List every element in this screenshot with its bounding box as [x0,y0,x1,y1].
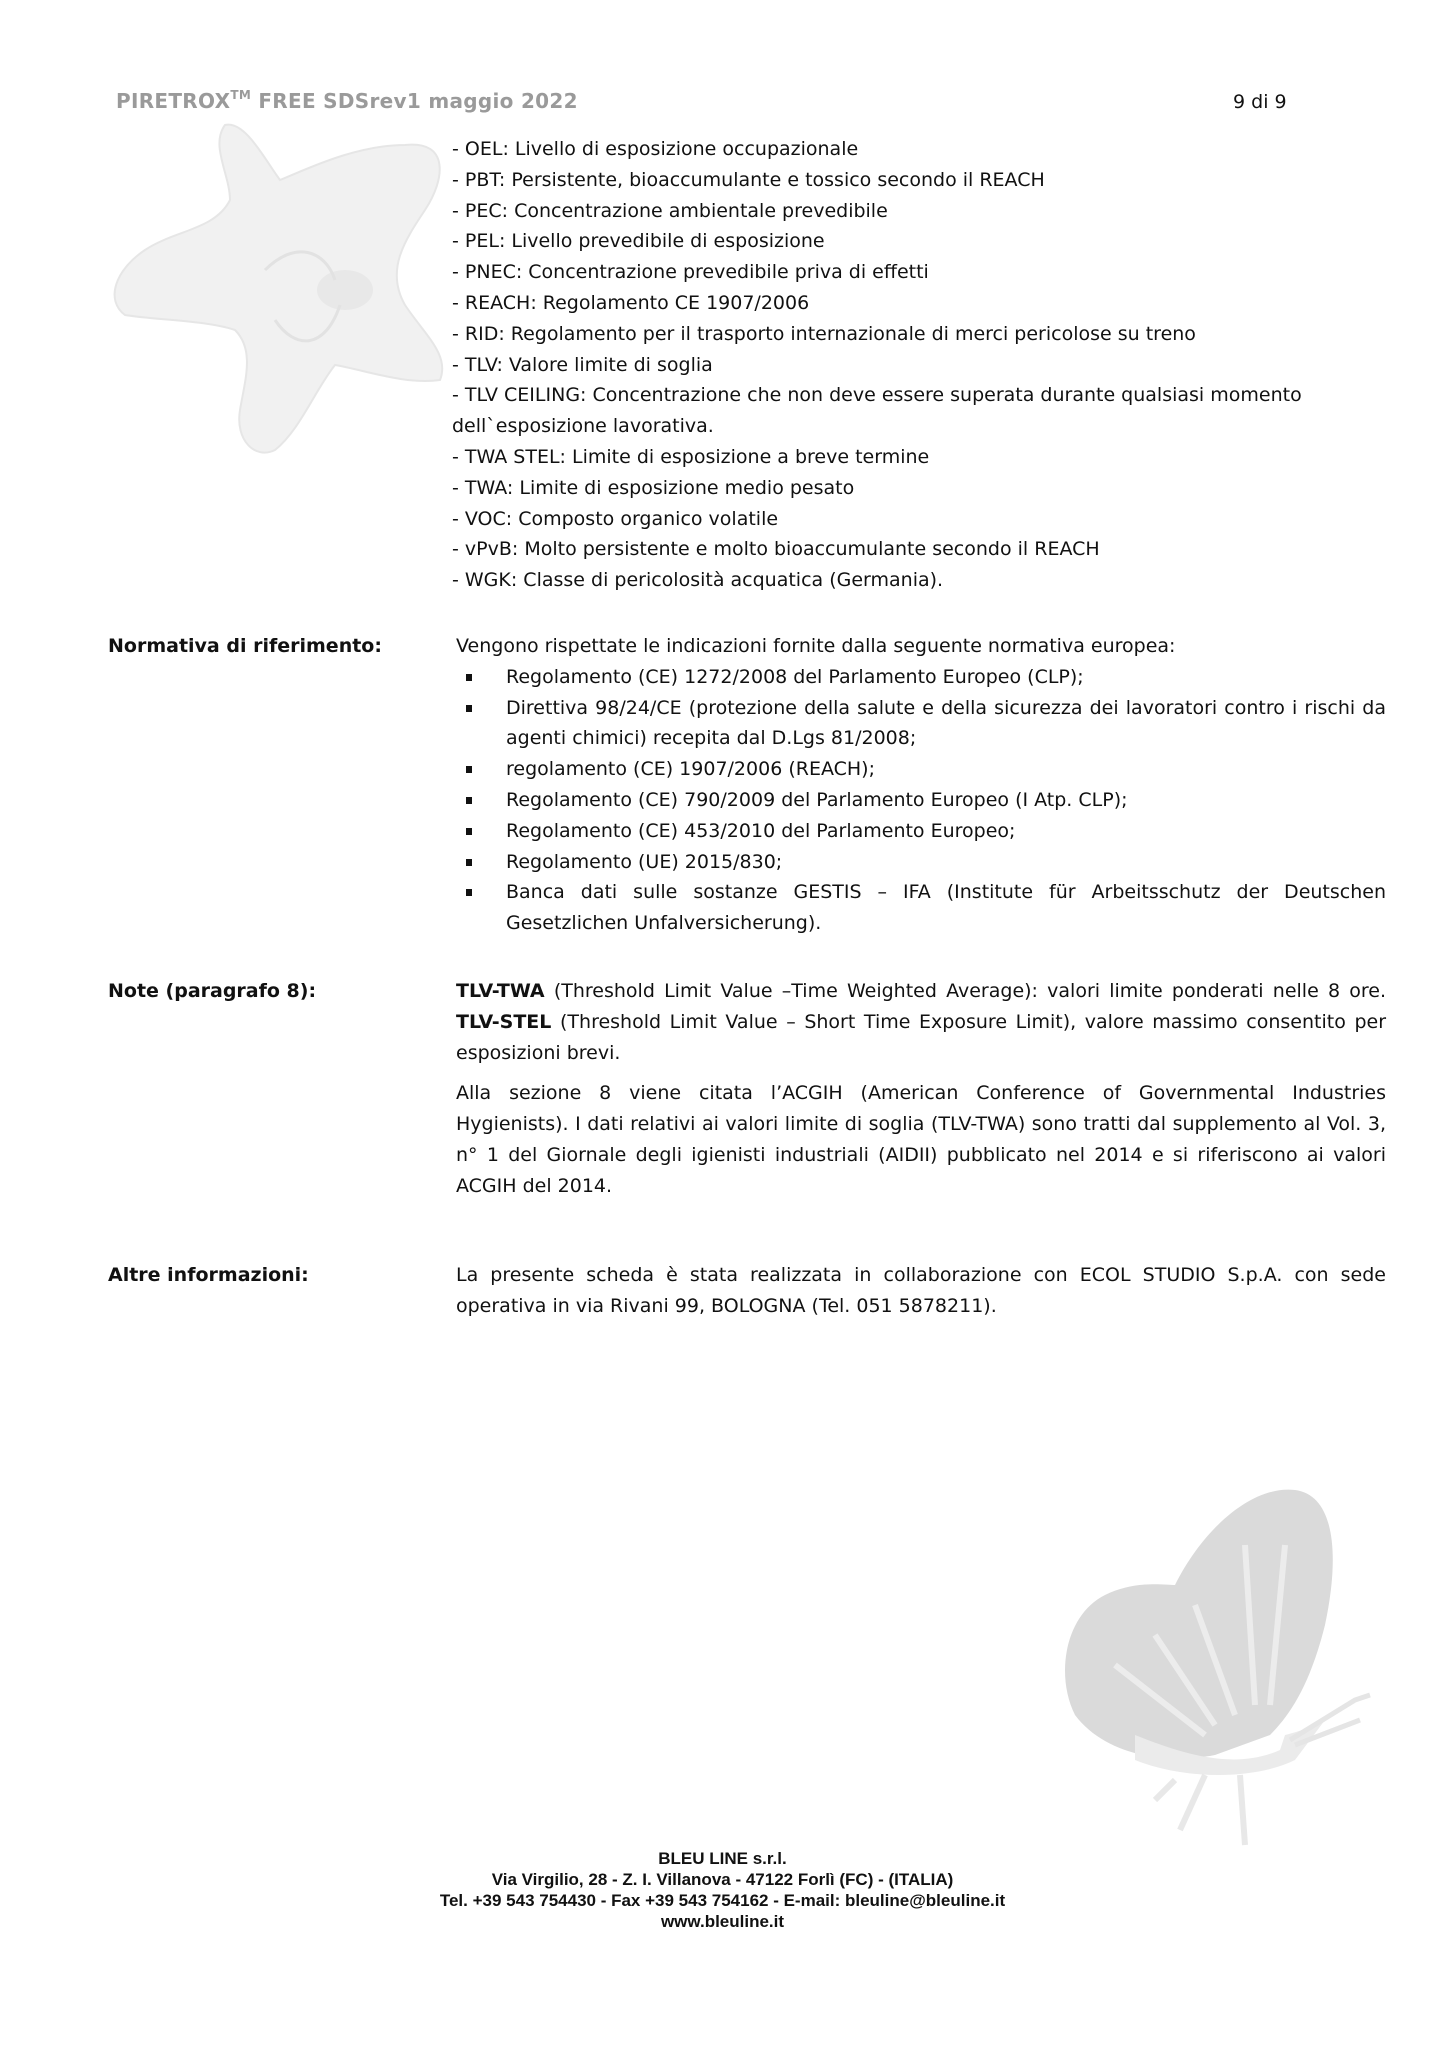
butterfly-watermark-icon [1055,1485,1395,1855]
abbreviation-item: - TWA: Limite di esposizione medio pesato [452,476,855,499]
tlv-twa-term: TLV-TWA [456,980,545,1002]
product-name: PIRETROX [116,89,231,113]
normativa-item: regolamento (CE) 1907/2006 (REACH); [456,754,1386,785]
footer-website-link[interactable]: www.bleuline.it [660,1912,785,1931]
abbreviation-item: - TWA STEL: Limite di esposizione a breve termine [452,445,930,468]
altre-informazioni-text: La presente scheda è stata realizzata in collaborazione con ECOL STUDIO S.p.A. con sede operativa in via Rivani 99, BOLOGNA (Tel. 051 5878211). [456,1264,1386,1317]
tlv-stel-term: TLV-STEL [456,1010,552,1033]
abbreviation-item: - OEL: Livello di esposizione occupazionale [452,138,859,160]
normativa-intro: Vengono rispettate le indicazioni fornite dalla seguente normativa europea: [456,635,1176,657]
abbreviation-item: - PEL: Livello prevedibile di esposizione [452,230,825,253]
abbreviations-list [452,134,1382,596]
normativa-item: Regolamento (UE) 2015/830; [456,847,1386,878]
normativa-item: Regolamento (CE) 453/2010 del Parlamento Europeo; [456,816,1386,847]
company-footer [0,1848,1445,1932]
normativa-label: Normativa di riferimento: [108,635,382,657]
note-paragraph-1 [456,976,1386,1068]
normativa-item: Banca dati sulle sostanze GESTIS – IFA (Institute für Arbeitsschutz der Deutschen Gesetzlichen Unfalversicherung). [456,877,1386,939]
trademark-sup: TM [230,88,252,102]
footer-company-name: BLEU LINE s.r.l. [658,1849,787,1868]
tlv-twa-definition: (Threshold Limit Value –Time Weighted Average): valori limite ponderati nelle 8 ore. [544,980,1386,1002]
note-paragraph-2: Alla sezione 8 viene citata l’ACGIH (American Conference of Governmental Industries Hygienists). I dati relativi ai valori limite di soglia (TLV-TWA) sono tratti dal supplemento al Vol. 3, n° 1 del Giornale degli igienisti industriali (AIDII) pubblicato nel 2014 e si riferiscono ai valori ACGIH del 2014. [456,1082,1386,1197]
abbreviation-item: - REACH: Regolamento CE 1907/2006 [452,291,810,314]
normativa-item: Regolamento (CE) 1272/2008 del Parlamento Europeo (CLP); [456,662,1386,693]
normativa-item: Direttiva 98/24/CE (protezione della salute e della sicurezza dei lavoratori contro i rischi da agenti chimici) recepita dal D.Lgs 81/2008; [456,693,1386,755]
abbreviation-item: - TLV CEILING: Concentrazione che non deve essere superata durante qualsiasi momento dell`esposizione lavorativa. [452,384,1302,438]
abbreviation-item: - PBT: Persistente, bioaccumulante e tossico secondo il REACH [452,168,1045,191]
note-body [456,976,1386,1212]
abbreviation-item: - WGK: Classe di pericolosità acquatica (Germania). [452,569,944,592]
abbreviation-item: - PNEC: Concentrazione prevedibile priva di effetti [452,261,929,284]
abbreviation-item: - VOC: Composto organico volatile [452,507,779,530]
document-header-title [116,88,578,113]
document-revision: FREE SDSrev1 maggio 2022 [251,89,578,113]
page-number: 9 di 9 [1233,91,1287,113]
abbreviation-item: - TLV: Valore limite di soglia [452,353,713,376]
altre-informazioni-label: Altre informazioni: [108,1264,309,1286]
normativa-body [456,631,1386,939]
star-bee-watermark-icon [105,120,450,460]
abbreviation-item: - RID: Regolamento per il trasporto internazionale di merci pericolose su treno [452,322,1196,345]
footer-address: Via Virgilio, 28 - Z. I. Villanova - 47122 Forlì (FC) - (ITALIA) [491,1870,954,1889]
tlv-stel-definition: (Threshold Limit Value – Short Time Exposure Limit), valore massimo consentito per esposizioni brevi. [456,1010,1386,1064]
footer-contacts: Tel. +39 543 754430 - Fax +39 543 754162 - E-mail: bleuline@bleuline.it [439,1891,1006,1910]
abbreviation-item: - PEC: Concentrazione ambientale prevedibile [452,199,888,222]
normativa-item: Regolamento (CE) 790/2009 del Parlamento Europeo (I Atp. CLP); [456,785,1386,816]
abbreviation-item: - vPvB: Molto persistente e molto bioaccumulante secondo il REACH [452,538,1100,561]
normativa-list [456,662,1386,939]
note-label: Note (paragrafo 8): [108,980,317,1002]
